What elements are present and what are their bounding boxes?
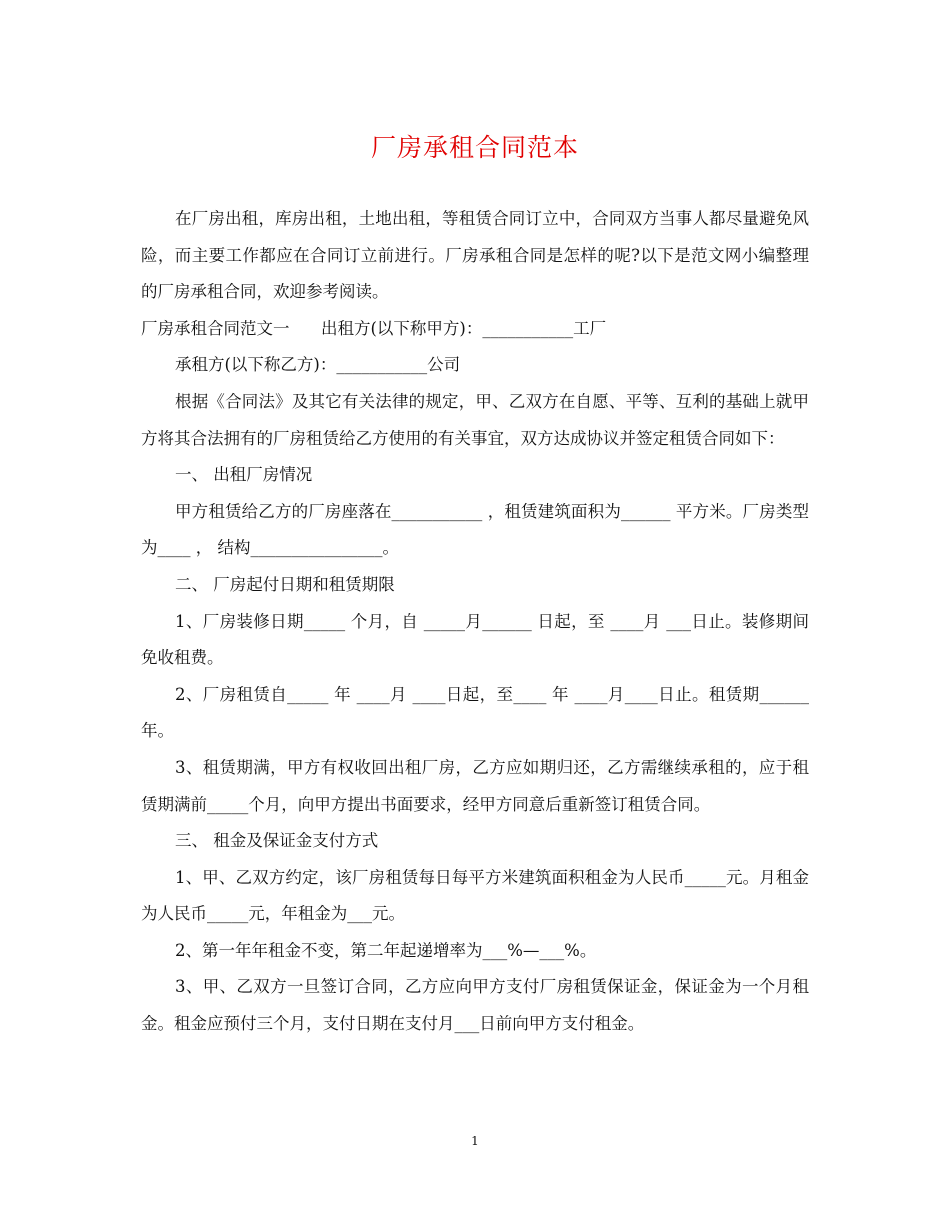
paragraph-deposit: 3、甲、乙双方一旦签订合同，乙方应向甲方支付厂房租赁保证金，保证金为一个月租金。租金应预付三个月，支付日期在支付月___日前向甲方支付租金。 (141, 977, 809, 1034)
paragraph-lessor: 厂房承租合同范文一 出租方(以下称甲方)：___________工厂 (141, 318, 607, 338)
paragraph-rent-amount: 1、甲、乙双方约定，该厂房租赁每日每平方米建筑面积租金为人民币_____元。月租金为人民币_____元，年租金为___元。 (141, 867, 809, 924)
paragraph-lease-expiry: 3、租赁期满，甲方有权收回出租厂房，乙方应如期归还，乙方需继续承租的，应于租赁期满前_____个月，向甲方提出书面要求，经甲方同意后重新签订租赁合同。 (141, 757, 809, 814)
paragraph-lease-term: 2、厂房租赁自_____ 年 ____月 ____日起，至____ 年 ____月____日止。租赁期______年。 (141, 684, 809, 741)
page-number: 1 (471, 1134, 479, 1148)
paragraph-renovation-period: 1、厂房装修日期_____ 个月，自 _____月______ 日起，至 ____月 ___日止。装修期间免收租费。 (141, 611, 809, 668)
section-heading-1: 一、 出租厂房情况 (175, 465, 313, 485)
paragraph-legal-basis: 根据《合同法》及其它有关法律的规定，甲、乙双方在自愿、平等、互利的基础上就甲方将其合法拥有的厂房租赁给乙方使用的有关事宜，双方达成协议并签定租赁合同如下： (141, 391, 809, 448)
paragraph-rent-increase: 2、第一年年租金不变，第二年起递增率为___%—___%。 (175, 940, 597, 960)
document-title: 厂房承租合同范本 (370, 133, 579, 162)
section-heading-3: 三、 租金及保证金支付方式 (175, 831, 379, 851)
paragraph-factory-location: 甲方租赁给乙方的厂房座落在___________ ，租赁建筑面积为______ 平方米。厂房类型为____ ， 结构________________。 (141, 501, 809, 558)
document-body (141, 201, 809, 1043)
paragraph-intro: 在厂房出租，库房出租，土地出租，等租赁合同订立中，合同双方当事人都尽量避免风险，而主要工作都应在合同订立前进行。厂房承租合同是怎样的呢?以下是范文网小编整理的厂房承租合同，欢迎参考阅读。 (141, 209, 809, 302)
section-heading-2: 二、 厂房起付日期和租赁期限 (175, 574, 395, 594)
paragraph-lessee: 承租方(以下称乙方)：___________公司 (175, 355, 461, 375)
